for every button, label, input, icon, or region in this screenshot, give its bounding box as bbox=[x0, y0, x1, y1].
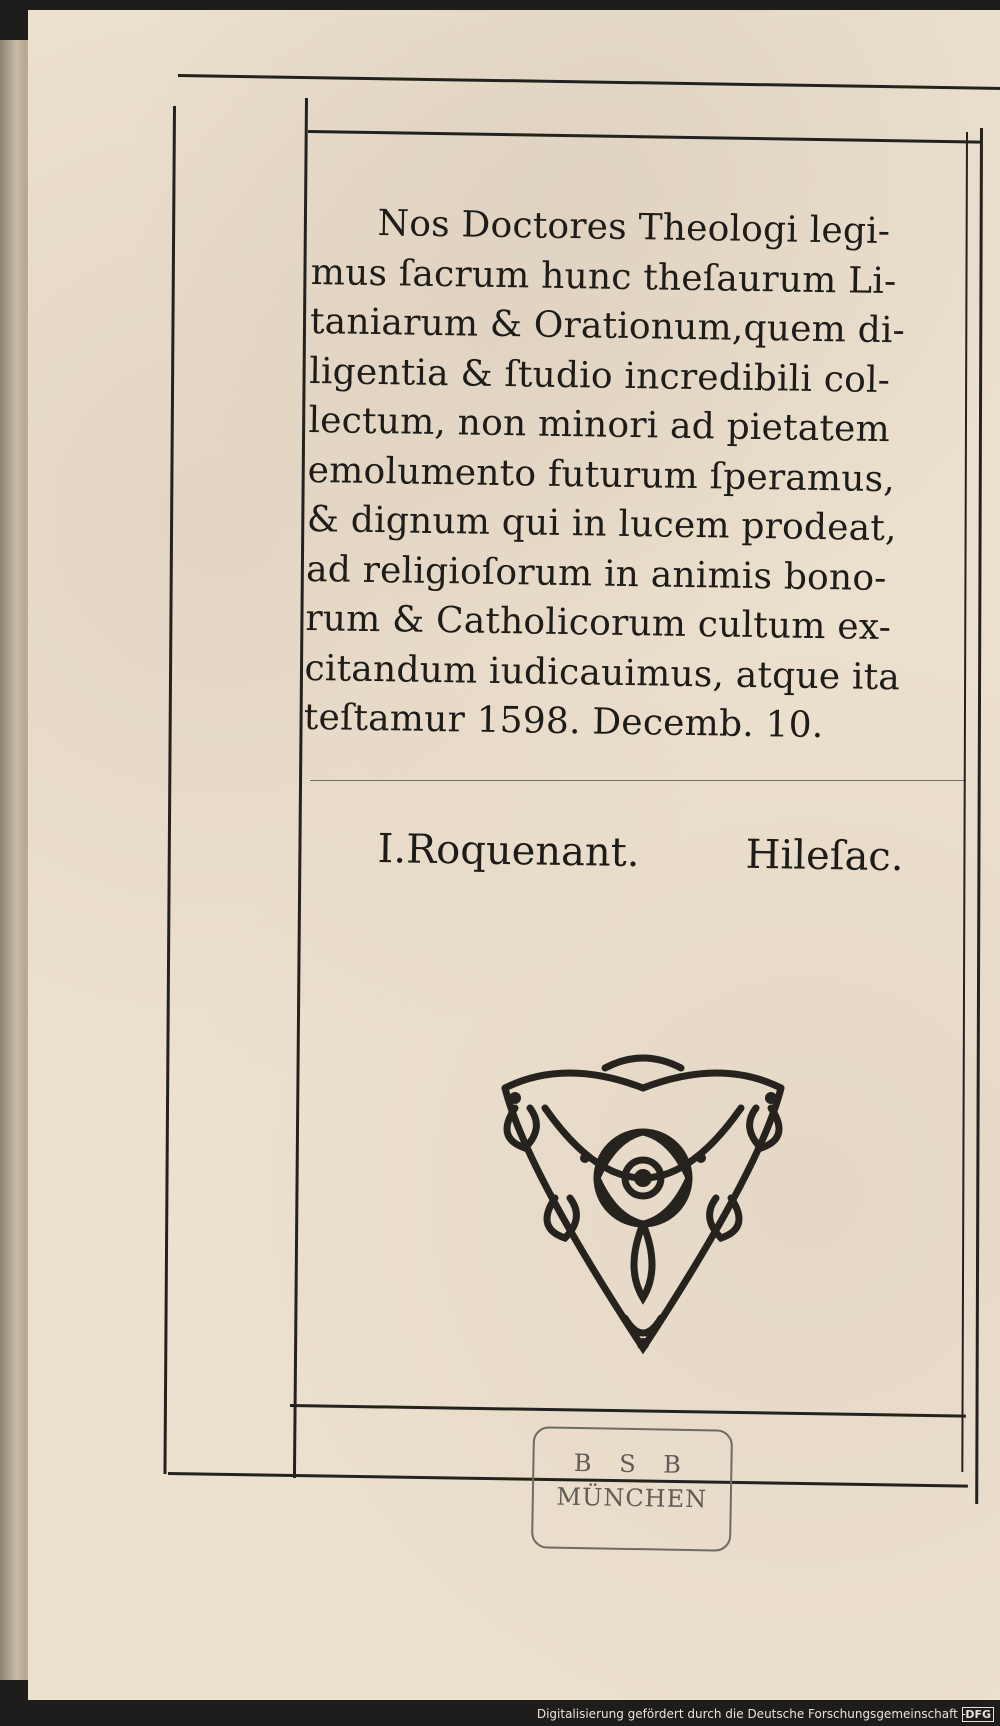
outer-right-rule bbox=[975, 128, 983, 1504]
text-line: emolumento futurum ſperamus, bbox=[307, 449, 896, 500]
text-line: lectum, non minori ad pietatem bbox=[308, 399, 891, 451]
text-line: teſtamur 1598. Decemb. 10. bbox=[303, 696, 824, 747]
signature-hilesac: Hileſac. bbox=[745, 831, 904, 881]
text-line: taniarum & Orationum,quem di- bbox=[309, 300, 906, 352]
text-line: Nos Doctores Theologi legi- bbox=[377, 203, 891, 253]
stamp-line-bsb: B S B bbox=[573, 1448, 692, 1480]
text-line: rum & Catholicorum cultum ex- bbox=[305, 597, 892, 649]
inner-bottom-rule bbox=[290, 1404, 966, 1418]
approbation-text bbox=[303, 198, 966, 753]
text-underline-rule bbox=[310, 780, 966, 781]
text-line: & dignum qui in lucem prodeat, bbox=[306, 498, 897, 550]
stamp-line-muenchen: MÜNCHEN bbox=[556, 1482, 708, 1514]
outer-top-rule bbox=[178, 74, 1000, 90]
footer-credit: Digitalisierung gefördert durch die Deutsche Forschungsgemeinschaft - bbox=[536, 1707, 966, 1721]
signature-roquenant: I.Roquenant. bbox=[377, 826, 640, 877]
text-line: ligentia & ſtudio incredibili col- bbox=[308, 350, 891, 401]
outer-left-rule bbox=[163, 106, 176, 1474]
text-line: mus ſacrum hunc theſaurum Li- bbox=[310, 251, 897, 302]
library-stamp bbox=[531, 1426, 733, 1551]
dfg-logo: DFG bbox=[962, 1707, 994, 1722]
ornament-vignette-icon bbox=[485, 1048, 801, 1364]
inner-top-rule bbox=[308, 130, 982, 144]
text-line: ad religioſorum in animis bono- bbox=[305, 548, 887, 599]
footer-bar bbox=[0, 1700, 1000, 1726]
text-line: citandum iudicauimus, atque ita bbox=[304, 647, 901, 698]
inner-left-rule bbox=[293, 98, 308, 1478]
